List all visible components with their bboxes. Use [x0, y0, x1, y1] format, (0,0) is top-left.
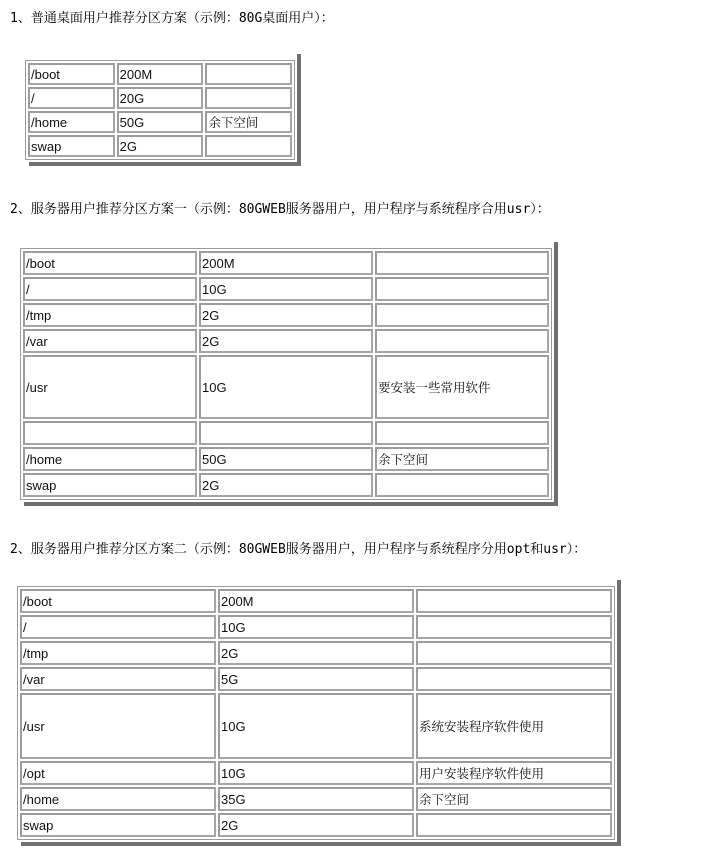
mount-cell: /opt: [20, 761, 216, 785]
note-cell: 余下空间: [205, 111, 292, 133]
table-row: [20, 813, 612, 837]
note-cell: 用户安装程序软件使用: [416, 761, 612, 785]
size-cell: 10G: [218, 693, 414, 759]
table-row: [23, 421, 549, 445]
mount-cell: /var: [20, 667, 216, 691]
table-row: [23, 277, 549, 301]
table-row: [28, 87, 292, 109]
size-cell: 2G: [199, 303, 373, 327]
table-row: [20, 615, 612, 639]
table-row: [23, 355, 549, 419]
section-2-table-wrap: [20, 248, 552, 500]
note-cell: [416, 667, 612, 691]
mount-cell: /usr: [23, 355, 197, 419]
section-3-heading: 2、服务器用户推荐分区方案二（示例：80GWEB服务器用户，用户程序与系统程序分用opt和usr）：: [10, 542, 587, 557]
table-row: [20, 641, 612, 665]
table-row: [20, 667, 612, 691]
size-cell: 35G: [218, 787, 414, 811]
size-cell: 2G: [199, 329, 373, 353]
section-2-heading: 2、服务器用户推荐分区方案一（示例：80GWEB服务器用户，用户程序与系统程序合用usr）：: [10, 202, 550, 217]
table-row: [23, 251, 549, 275]
size-cell: 2G: [218, 813, 414, 837]
table-row: [23, 303, 549, 327]
table-row: [20, 787, 612, 811]
section-3-table-wrap: [17, 586, 615, 840]
mount-cell: /boot: [28, 63, 115, 85]
note-cell: [375, 251, 549, 275]
note-cell: [375, 277, 549, 301]
section-1-heading: 1、普通桌面用户推荐分区方案（示例：80G桌面用户）：: [10, 11, 334, 26]
mount-cell: swap: [28, 135, 115, 157]
size-cell: 2G: [199, 473, 373, 497]
size-cell: 20G: [117, 87, 204, 109]
mount-cell: /tmp: [20, 641, 216, 665]
note-cell: [416, 589, 612, 613]
note-cell: [416, 813, 612, 837]
size-cell: 200M: [218, 589, 414, 613]
table-row: [20, 761, 612, 785]
mount-cell: /home: [23, 447, 197, 471]
note-cell: 余下空间: [375, 447, 549, 471]
mount-cell: /: [28, 87, 115, 109]
note-cell: 系统安装程序软件使用: [416, 693, 612, 759]
table-row: [28, 135, 292, 157]
section-3-partition-table: [17, 586, 615, 840]
mount-cell: /: [23, 277, 197, 301]
mount-cell: /home: [28, 111, 115, 133]
table-row: [20, 589, 612, 613]
table-row: [23, 329, 549, 353]
table-row: [28, 63, 292, 85]
mount-cell: /usr: [20, 693, 216, 759]
note-cell: 要安装一些常用软件: [375, 355, 549, 419]
mount-cell: [23, 421, 197, 445]
size-cell: [199, 421, 373, 445]
mount-cell: /home: [20, 787, 216, 811]
section-1-partition-table: [25, 60, 295, 160]
note-cell: [375, 303, 549, 327]
mount-cell: /boot: [20, 589, 216, 613]
size-cell: 50G: [117, 111, 204, 133]
table-row: [23, 473, 549, 497]
size-cell: 10G: [199, 355, 373, 419]
table-row: [23, 447, 549, 471]
mount-cell: /tmp: [23, 303, 197, 327]
note-cell: [375, 329, 549, 353]
mount-cell: /boot: [23, 251, 197, 275]
note-cell: [205, 63, 292, 85]
mount-cell: swap: [20, 813, 216, 837]
note-cell: [375, 473, 549, 497]
size-cell: 2G: [218, 641, 414, 665]
size-cell: 10G: [218, 615, 414, 639]
size-cell: 50G: [199, 447, 373, 471]
section-1-table-wrap: [25, 60, 295, 160]
size-cell: 2G: [117, 135, 204, 157]
note-cell: [205, 87, 292, 109]
section-2-partition-table: [20, 248, 552, 500]
size-cell: 10G: [199, 277, 373, 301]
note-cell: 余下空间: [416, 787, 612, 811]
mount-cell: /var: [23, 329, 197, 353]
note-cell: [205, 135, 292, 157]
size-cell: 5G: [218, 667, 414, 691]
mount-cell: /: [20, 615, 216, 639]
table-row: [20, 693, 612, 759]
size-cell: 200M: [199, 251, 373, 275]
table-row: [28, 111, 292, 133]
size-cell: 200M: [117, 63, 204, 85]
size-cell: 10G: [218, 761, 414, 785]
mount-cell: swap: [23, 473, 197, 497]
note-cell: [416, 615, 612, 639]
note-cell: [375, 421, 549, 445]
note-cell: [416, 641, 612, 665]
